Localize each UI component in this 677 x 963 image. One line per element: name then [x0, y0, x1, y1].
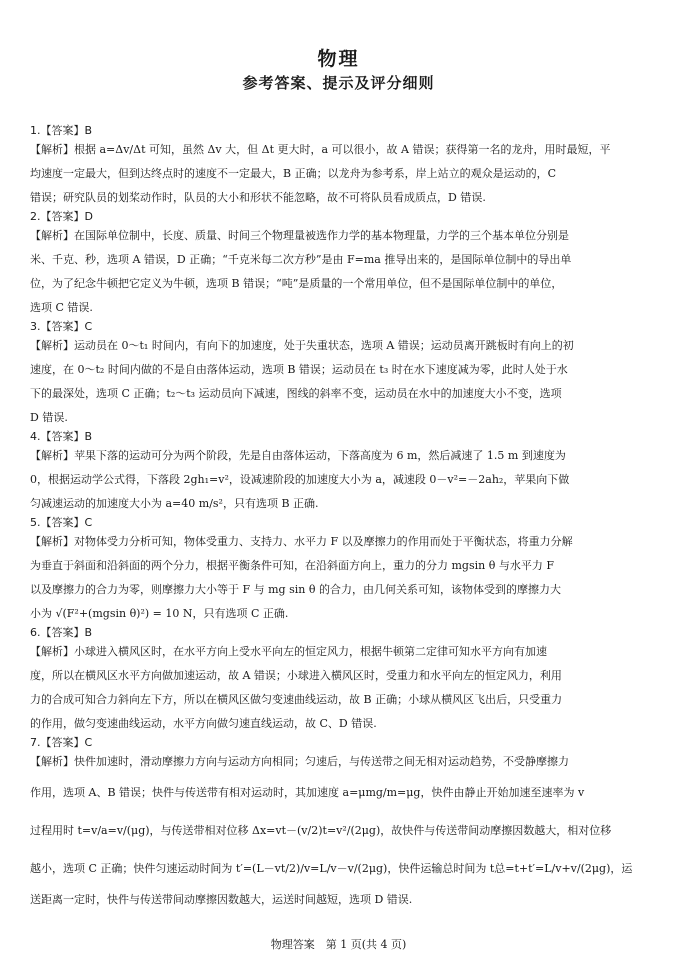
explanation-line: 小为 √(F²+(mgsin θ)²) = 10 N，只有选项 C 正确. — [30, 607, 289, 620]
explanation-line: 的作用，做匀变速曲线运动，水平方向做匀速直线运动，故 C、D 错误. — [30, 717, 377, 730]
answers-content — [30, 124, 650, 912]
page-footer: 物理答案 第 1 页(共 4 页) — [270, 938, 407, 951]
explanation-line: 【解析】苹果下落的运动可分为两个阶段，先是自由落体运动，下落高度为 6 m，然后减速了 1.5 m 到速度为 — [30, 449, 566, 462]
explanation-line: 【解析】在国际单位制中，长度、质量、时间三个物理量被选作力学的基本物理量，力学的三个基本单位分别是 — [30, 229, 569, 242]
question-3 — [30, 320, 650, 430]
explanation-line: 错误；研究队员的划桨动作时，队员的大小和形状不能忽略，故不可将队员看成质点，D 错误. — [30, 191, 486, 204]
explanation-line: 力的合成可知合力斜向左下方，所以在横风区做匀变速曲线运动，故 B 正确；小球从横风区飞出后，只受重力 — [30, 693, 563, 706]
explanation-line: 以及摩擦力的合力为零，则摩擦力大小等于 F 与 mg sin θ 的合力，由几何关系可知，该物体受到的摩擦力大 — [30, 583, 561, 596]
question-2 — [30, 210, 650, 320]
explanation-line: 米、千克、秒，选项 A 错误，D 正确；“千克米每二次方秒”是由 F=ma 推导出来的，是国际单位制中的导出单 — [30, 253, 572, 266]
question-7 — [30, 736, 650, 912]
explanation-line: 匀减速运动的加速度大小为 a=40 m/s²，只有选项 B 正确. — [30, 497, 319, 510]
explanation-line: 选项 C 错误. — [30, 301, 93, 314]
answer-line: 4.【答案】B — [30, 430, 93, 443]
explanation-line: 【解析】快件加速时，滑动摩擦力方向与运动方向相同；匀速后，与传送带之间无相对运动趋势，不受静摩擦力 — [30, 755, 569, 768]
explanation-line: 【解析】对物体受力分析可知，物体受重力、支持力、水平力 F 以及摩擦力的作用而处于平衡状态，将重力分解 — [30, 535, 573, 548]
explanation-line: 【解析】运动员在 0～t₁ 时间内，有向下的加速度，处于失重状态，选项 A 错误；运动员离开跳板时有向上的初 — [30, 339, 574, 352]
answer-line: 1.【答案】B — [30, 124, 93, 137]
question-1 — [30, 124, 650, 210]
explanation-line: 送距离一定时，快件与传送带间动摩擦因数越大，运送时间越短，选项 D 错误. — [30, 893, 413, 906]
answer-line: 2.【答案】D — [30, 210, 93, 223]
explanation-line: 均速度一定最大，但到达终点时的速度不一定最大，B 正确；以龙舟为参考系，岸上站立的观众是运动的，C — [30, 167, 556, 180]
explanation-line: 越小，选项 C 正确；快件匀速运动时间为 t′=(L－vt/2)/v=L/v－v/(2μg)，快件运输总时间为 t总=t+t′=L/v+v/(2μg)，运 — [30, 862, 633, 875]
explanation-line: 度，所以在横风区水平方向做加速运动，故 A 错误；小球进入横风区时，受重力和水平向左的恒定风力，利用 — [30, 669, 562, 682]
explanation-line: 为垂直于斜面和沿斜面的两个分力，根据平衡条件可知，在沿斜面方向上，重力的分力 mgsin θ 与水平力 F — [30, 559, 554, 572]
explanation-line: 【解析】根据 a=Δv/Δt 可知，虽然 Δv 大，但 Δt 更大时，a 可以很小，故 A 错误；获得第一名的龙舟，用时最短，平 — [30, 143, 611, 156]
question-6 — [30, 626, 650, 736]
explanation-line: D 错误. — [30, 411, 68, 424]
question-5 — [30, 516, 650, 626]
answer-line: 5.【答案】C — [30, 516, 93, 529]
answer-line: 3.【答案】C — [30, 320, 93, 333]
answer-line: 6.【答案】B — [30, 626, 93, 639]
explanation-line: 0，根据运动学公式得，下落段 2gh₁=v²，设减速阶段的加速度大小为 a，减速段 0－v²=－2ah₂，苹果向下做 — [30, 473, 570, 486]
explanation-line: 【解析】小球进入横风区时，在水平方向上受水平向左的恒定风力，根据牛顿第二定律可知水平方向有加速 — [30, 645, 547, 658]
explanation-line: 下的最深处，选项 C 正确；t₂～t₃ 运动员向下减速，图线的斜率不变，运动员在水中的加速度大小不变，选项 — [30, 387, 562, 400]
explanation-line: 作用，选项 A、B 错误；快件与传送带有相对运动时，其加速度 a=μmg/m=μg，快件由静止开始加速至速率为 v — [30, 786, 585, 799]
page-subtitle: 参考答案、提示及评分细则 — [242, 74, 435, 92]
question-4 — [30, 430, 650, 516]
page-title: 物理 — [317, 48, 360, 70]
explanation-line: 速度，在 0～t₂ 时间内做的不是自由落体运动，选项 B 错误；运动员在 t₃ 时在水下速度减为零，此时人处于水 — [30, 363, 568, 376]
answer-line: 7.【答案】C — [30, 736, 93, 749]
explanation-line: 过程用时 t=v/a=v/(μg)，与传送带相对位移 Δx=vt－(v/2)t=v²/(2μg)，故快件与传送带间动摩擦因数越大，相对位移 — [30, 824, 612, 837]
explanation-line: 位，为了纪念牛顿把它定义为牛顿，选项 B 错误；“吨”是质量的一个常用单位，但不是国际单位制中的单位， — [30, 277, 563, 290]
